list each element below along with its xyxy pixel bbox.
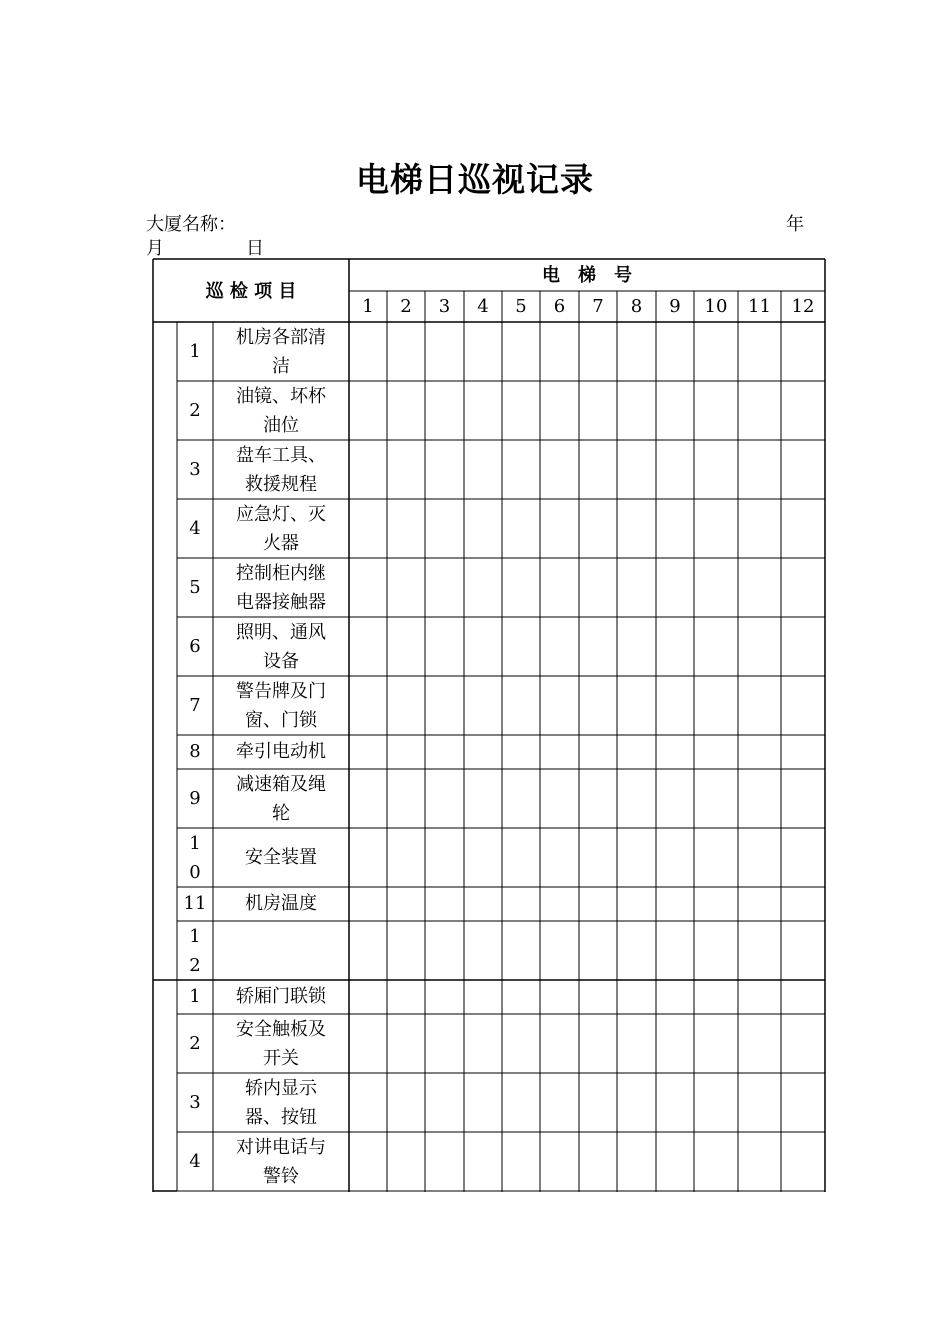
row-number: 2 xyxy=(189,955,201,976)
inspection-item: 减速箱及绳 xyxy=(236,774,326,795)
inspection-item: 警铃 xyxy=(263,1166,299,1187)
inspection-item: 对讲电话与 xyxy=(236,1137,326,1158)
elevator-number: 11 xyxy=(748,296,771,317)
inspection-item: 油镜、坏杯 xyxy=(236,386,326,407)
row-number: 1 xyxy=(189,340,201,362)
item-header: 巡 检 项 目 xyxy=(205,281,297,302)
elevator-header: 电 梯 号 xyxy=(542,265,632,286)
inspection-item: 器、按钮 xyxy=(245,1107,317,1128)
row-number: 5 xyxy=(189,576,201,598)
row-number: 4 xyxy=(189,517,201,539)
inspection-item: 轮 xyxy=(272,803,290,824)
year-label: 年 xyxy=(786,214,804,235)
inspection-item: 电器接触器 xyxy=(236,592,326,613)
elevator-number: 7 xyxy=(592,296,604,317)
elevator-number: 10 xyxy=(704,296,728,317)
elevator-number: 1 xyxy=(362,296,374,317)
inspection-item: 警告牌及门 xyxy=(236,681,326,702)
inspection-item: 照明、通风 xyxy=(236,622,326,643)
elevator-number: 8 xyxy=(630,296,643,317)
row-number: 3 xyxy=(189,458,201,480)
inspection-item: 设备 xyxy=(263,651,299,672)
row-number: 8 xyxy=(189,741,201,762)
inspection-item: 油位 xyxy=(263,415,299,436)
inspection-item: 轿内显示 xyxy=(245,1078,317,1099)
elevator-number: 12 xyxy=(791,296,815,317)
building-name-label: 大厦名称： xyxy=(146,214,236,235)
page-title: 电梯日巡视记录 xyxy=(356,160,594,199)
inspection-item: 应急灯、灭 xyxy=(236,504,326,525)
row-number: 4 xyxy=(189,1150,201,1172)
elevator-number: 9 xyxy=(669,296,681,317)
inspection-item: 机房温度 xyxy=(245,893,317,914)
row-number: 1 xyxy=(189,986,201,1007)
inspection-item: 控制柜内继 xyxy=(236,563,326,584)
row-number: 1 xyxy=(189,926,201,947)
elevator-number: 4 xyxy=(477,296,489,317)
inspection-item: 盘车工具、 xyxy=(236,445,326,466)
inspection-item: 窗、门锁 xyxy=(245,710,317,731)
inspection-item: 机房各部清 xyxy=(236,327,326,348)
row-number: 6 xyxy=(189,635,201,657)
inspection-item: 开关 xyxy=(263,1048,299,1069)
elevator-number: 6 xyxy=(553,296,566,317)
inspection-item: 洁 xyxy=(272,356,290,377)
row-number: 3 xyxy=(189,1091,201,1113)
inspection-item: 救援规程 xyxy=(245,474,317,495)
inspection-item: 火器 xyxy=(263,533,299,554)
row-number: 2 xyxy=(189,1032,201,1054)
inspection-item: 安全触板及 xyxy=(236,1019,326,1040)
row-number: 0 xyxy=(189,862,201,883)
row-number: 11 xyxy=(183,893,207,914)
elevator-number: 3 xyxy=(438,296,451,317)
inspection-item: 牵引电动机 xyxy=(236,741,326,762)
elevator-number: 2 xyxy=(400,296,412,317)
month-label: 月 xyxy=(146,238,164,259)
row-number: 2 xyxy=(189,399,201,421)
elevator-number: 5 xyxy=(515,296,527,317)
row-number: 1 xyxy=(189,833,201,854)
inspection-item: 安全装置 xyxy=(245,846,317,868)
day-label: 日 xyxy=(246,238,264,259)
row-number: 9 xyxy=(189,787,201,809)
inspection-item: 轿厢门联锁 xyxy=(236,986,326,1007)
row-number: 7 xyxy=(189,694,201,716)
